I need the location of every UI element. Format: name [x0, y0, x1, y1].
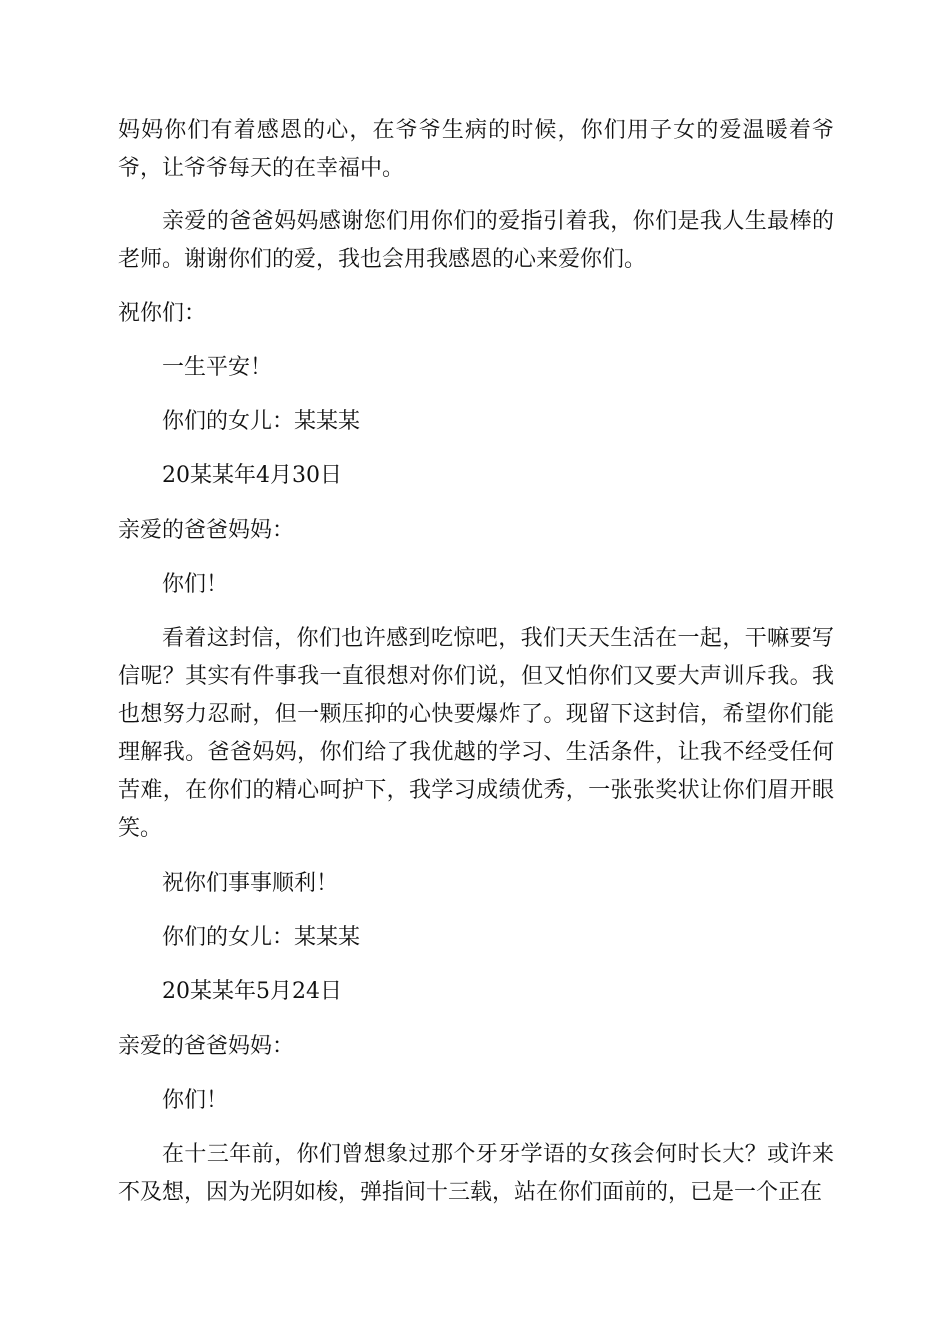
letter-date: 20某某年4月30日: [162, 463, 342, 488]
body-paragraph: 在十三年前，你们曾想象过那个牙牙学语的女孩会何时长大？或许来不及想，因为光阴如梭，弹指间十三载，站在你们面前的，已是一个正在: [118, 1142, 834, 1205]
salutation: 亲爱的爸爸妈妈：: [118, 1034, 295, 1059]
body-paragraph: 看着这封信，你们也许感到吃惊吧，我们天天生活在一起，干嘛要写信呢？其实有件事我一直很想对你们说，但又怕你们又要大声训斥我。我也想努力忍耐，但一颗压抑的心快要爆炸了。现留下这封信，希望你们能理解我。爸爸妈妈，你们给了我优越的学习、生活条件，让我不经受任何苦难，在你们的精心呵护下，我学习成绩优秀，一张张奖状让你们眉开眼笑。: [118, 626, 834, 841]
body-paragraph: 妈妈你们有着感恩的心，在爷爷生病的时候，你们用子女的爱温暖着爷爷，让爷爷每天的在幸福中。: [118, 118, 834, 181]
wish-intro: 祝你们：: [118, 301, 207, 326]
body-paragraph: 亲爱的爸爸妈妈感谢您们用你们的爱指引着我，你们是我人生最棒的老师。谢谢你们的爱，我也会用我感恩的心来爱你们。: [118, 209, 834, 272]
wish-text: 祝你们事事顺利！: [162, 871, 339, 896]
greeting: 你们！: [162, 572, 229, 597]
wish-text: 一生平安！: [162, 355, 273, 380]
letter-date: 20某某年5月24日: [162, 979, 342, 1004]
signature: 你们的女儿：某某某: [162, 409, 361, 434]
signature: 你们的女儿：某某某: [162, 925, 361, 950]
greeting: 你们！: [162, 1088, 229, 1113]
salutation: 亲爱的爸爸妈妈：: [118, 518, 295, 543]
